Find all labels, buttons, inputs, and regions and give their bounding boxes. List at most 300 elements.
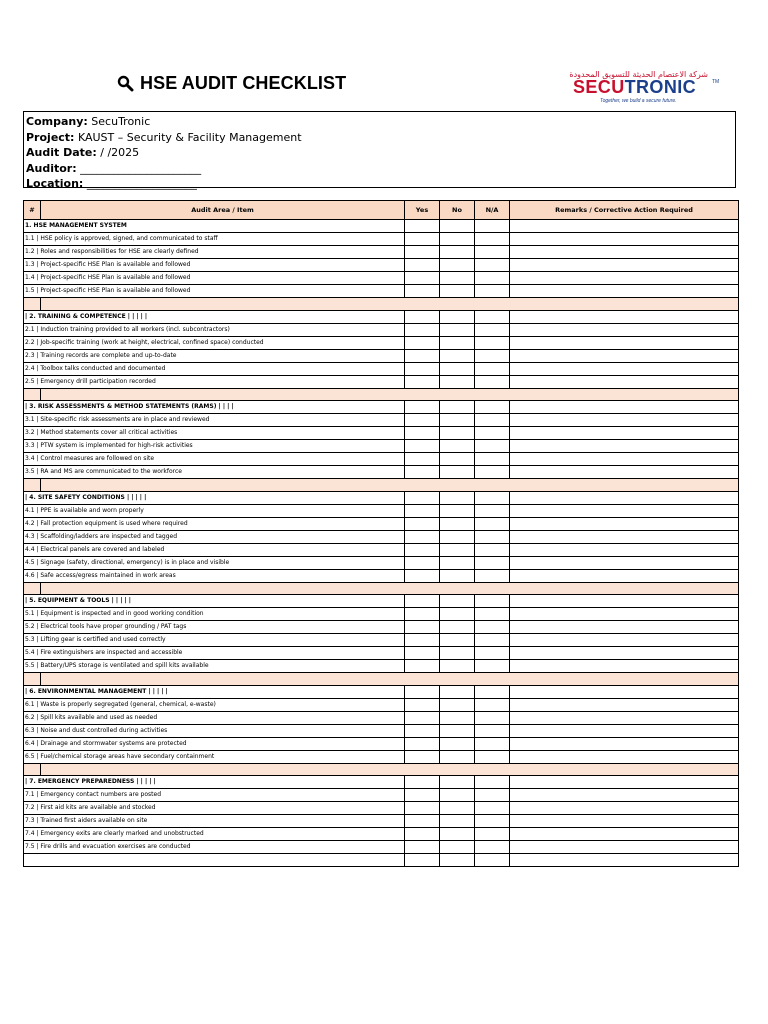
na-check-cell[interactable] [475, 621, 510, 634]
remarks-cell[interactable] [510, 220, 739, 233]
remarks-cell[interactable] [510, 737, 739, 750]
section-spacer-row [24, 763, 739, 776]
na-check-cell[interactable] [475, 789, 510, 802]
audit-item-text: 1.4 | Project-specific HSE Plan is available and followed [24, 272, 405, 285]
yes-check-cell[interactable] [405, 815, 440, 828]
logo-brand [573, 77, 696, 98]
remarks-cell[interactable] [510, 621, 739, 634]
no-check-cell[interactable] [440, 737, 475, 750]
no-check-cell[interactable] [440, 349, 475, 362]
yes-check-cell[interactable] [405, 776, 440, 789]
no-check-cell[interactable] [440, 685, 475, 698]
checklist-row [24, 323, 739, 336]
section-spacer-row [24, 388, 739, 401]
yes-check-cell[interactable] [405, 517, 440, 530]
company-label: Company: [26, 115, 88, 128]
checklist-row [24, 802, 739, 815]
checklist-row [24, 660, 739, 673]
remarks-cell[interactable] [510, 453, 739, 466]
audit-item-text: 7.3 | Trained first aiders available on site [24, 815, 405, 828]
remarks-cell[interactable] [510, 491, 739, 504]
logo-brand-blue: TRONIC [624, 77, 697, 97]
no-check-cell[interactable] [440, 220, 475, 233]
remarks-cell[interactable] [510, 375, 739, 388]
yes-check-cell[interactable] [405, 737, 440, 750]
no-check-cell[interactable] [440, 517, 475, 530]
checklist-row [24, 543, 739, 556]
yes-check-cell[interactable] [405, 660, 440, 673]
checklist-row [24, 349, 739, 362]
yes-check-cell[interactable] [405, 504, 440, 517]
remarks-cell[interactable] [510, 711, 739, 724]
yes-check-cell[interactable] [405, 466, 440, 479]
spacer-cell [41, 388, 739, 401]
remarks-cell[interactable] [510, 685, 739, 698]
audit-item-text: 4.5 | Signage (safety, directional, emergency) is in place and visible [24, 556, 405, 569]
remarks-cell[interactable] [510, 517, 739, 530]
na-check-cell[interactable] [475, 517, 510, 530]
na-check-cell[interactable] [475, 323, 510, 336]
no-check-cell[interactable] [440, 556, 475, 569]
yes-check-cell[interactable] [405, 453, 440, 466]
section-spacer-row [24, 298, 739, 311]
no-check-cell[interactable] [440, 789, 475, 802]
spacer-number-cell [24, 298, 41, 311]
section-spacer-row [24, 673, 739, 686]
na-check-cell[interactable] [475, 685, 510, 698]
no-check-cell[interactable] [440, 401, 475, 414]
na-check-cell[interactable] [475, 310, 510, 323]
na-check-cell[interactable] [475, 737, 510, 750]
audit-item-text: 4.1 | PPE is available and worn properly [24, 504, 405, 517]
no-check-cell[interactable] [440, 854, 475, 867]
remarks-cell[interactable] [510, 815, 739, 828]
na-check-cell[interactable] [475, 504, 510, 517]
yes-check-cell[interactable] [405, 401, 440, 414]
yes-check-cell[interactable] [405, 220, 440, 233]
no-check-cell[interactable] [440, 246, 475, 259]
section-heading-row [24, 401, 739, 414]
remarks-cell[interactable] [510, 854, 739, 867]
audit-item-text: 2.4 | Toolbox talks conducted and documented [24, 362, 405, 375]
na-check-cell[interactable] [475, 375, 510, 388]
remarks-cell[interactable] [510, 310, 739, 323]
audit-item-text: 3.5 | RA and MS are communicated to the workforce [24, 466, 405, 479]
remarks-cell[interactable] [510, 272, 739, 285]
yes-check-cell[interactable] [405, 750, 440, 763]
checklist-row [24, 634, 739, 647]
checklist-row [24, 854, 739, 867]
na-check-cell[interactable] [475, 556, 510, 569]
section-heading: | 5. EQUIPMENT & TOOLS | | | | | [24, 595, 405, 608]
audit-item-text: 7.4 | Emergency exits are clearly marked and unobstructed [24, 828, 405, 841]
remarks-cell[interactable] [510, 504, 739, 517]
yes-check-cell[interactable] [405, 440, 440, 453]
no-check-cell[interactable] [440, 711, 475, 724]
no-check-cell[interactable] [440, 815, 475, 828]
checklist-row [24, 750, 739, 763]
remarks-cell[interactable] [510, 349, 739, 362]
na-check-cell[interactable] [475, 259, 510, 272]
no-check-cell[interactable] [440, 375, 475, 388]
yes-check-cell[interactable] [405, 698, 440, 711]
yes-check-cell[interactable] [405, 556, 440, 569]
spacer-cell [41, 673, 739, 686]
na-check-cell[interactable] [475, 414, 510, 427]
no-check-cell[interactable] [440, 595, 475, 608]
no-check-cell[interactable] [440, 272, 475, 285]
no-check-cell[interactable] [440, 750, 475, 763]
remarks-cell[interactable] [510, 246, 739, 259]
audit-item-text [24, 854, 405, 867]
no-check-cell[interactable] [440, 233, 475, 246]
logo-trademark: TM [712, 79, 720, 85]
no-check-cell[interactable] [440, 802, 475, 815]
project-line [26, 130, 735, 146]
audit-item-text: 4.2 | Fall protection equipment is used where required [24, 517, 405, 530]
checklist-row [24, 841, 739, 854]
auditor-label: Auditor: [26, 161, 77, 175]
yes-check-cell[interactable] [405, 802, 440, 815]
yes-check-cell[interactable] [405, 543, 440, 556]
checklist-row [24, 466, 739, 479]
col-header-remarks: Remarks / Corrective Action Required [510, 201, 739, 220]
checklist-row [24, 569, 739, 582]
remarks-cell[interactable] [510, 569, 739, 582]
remarks-cell[interactable] [510, 362, 739, 375]
na-check-cell[interactable] [475, 530, 510, 543]
no-check-cell[interactable] [440, 647, 475, 660]
col-header-na: N/A [475, 201, 510, 220]
na-check-cell[interactable] [475, 543, 510, 556]
na-check-cell[interactable] [475, 608, 510, 621]
na-check-cell[interactable] [475, 349, 510, 362]
remarks-cell[interactable] [510, 802, 739, 815]
spacer-number-cell [24, 479, 41, 492]
logo-tagline: Together, we build a secure future. [600, 98, 677, 104]
checklist-row [24, 815, 739, 828]
na-check-cell[interactable] [475, 854, 510, 867]
na-check-cell[interactable] [475, 427, 510, 440]
no-check-cell[interactable] [440, 427, 475, 440]
audit-item-text: 1.1 | HSE policy is approved, signed, and communicated to staff [24, 233, 405, 246]
yes-check-cell[interactable] [405, 285, 440, 298]
table-header-row [24, 201, 739, 220]
remarks-cell[interactable] [510, 556, 739, 569]
yes-check-cell[interactable] [405, 362, 440, 375]
company-logo [569, 70, 722, 106]
no-check-cell[interactable] [440, 336, 475, 349]
audit-item-text: 7.1 | Emergency contact numbers are posted [24, 789, 405, 802]
yes-check-cell[interactable] [405, 272, 440, 285]
na-check-cell[interactable] [475, 336, 510, 349]
yes-check-cell[interactable] [405, 259, 440, 272]
no-check-cell[interactable] [440, 698, 475, 711]
na-check-cell[interactable] [475, 285, 510, 298]
remarks-cell[interactable] [510, 401, 739, 414]
spacer-number-cell [24, 673, 41, 686]
remarks-cell[interactable] [510, 647, 739, 660]
spacer-cell [41, 763, 739, 776]
audit-item-text: 4.6 | Safe access/egress maintained in work areas [24, 569, 405, 582]
yes-check-cell[interactable] [405, 828, 440, 841]
remarks-cell[interactable] [510, 466, 739, 479]
na-check-cell[interactable] [475, 750, 510, 763]
na-check-cell[interactable] [475, 491, 510, 504]
na-check-cell[interactable] [475, 440, 510, 453]
remarks-cell[interactable] [510, 530, 739, 543]
yes-check-cell[interactable] [405, 530, 440, 543]
no-check-cell[interactable] [440, 724, 475, 737]
no-check-cell[interactable] [440, 491, 475, 504]
remarks-cell[interactable] [510, 285, 739, 298]
remarks-cell[interactable] [510, 750, 739, 763]
na-check-cell[interactable] [475, 724, 510, 737]
yes-check-cell[interactable] [405, 349, 440, 362]
checklist-row [24, 789, 739, 802]
na-check-cell[interactable] [475, 815, 510, 828]
na-check-cell[interactable] [475, 569, 510, 582]
spacer-cell [41, 582, 739, 595]
project-label: Project: [26, 130, 75, 144]
location-line [26, 176, 735, 192]
na-check-cell[interactable] [475, 246, 510, 259]
location-field[interactable]: ____________________ [83, 177, 197, 190]
yes-check-cell[interactable] [405, 336, 440, 349]
yes-check-cell[interactable] [405, 310, 440, 323]
audit-item-text: 7.5 | Fire drills and evacuation exercises are conducted [24, 841, 405, 854]
page-title: HSE AUDIT CHECKLIST [140, 73, 347, 93]
remarks-cell[interactable] [510, 828, 739, 841]
no-check-cell[interactable] [440, 285, 475, 298]
yes-check-cell[interactable] [405, 685, 440, 698]
audit-info-box [23, 111, 736, 188]
no-check-cell[interactable] [440, 440, 475, 453]
na-check-cell[interactable] [475, 647, 510, 660]
logo-arabic-text: شركة الاعتصام الحديثة للتسويق المحدودة [569, 70, 708, 79]
auditor-field[interactable]: ______________________ [76, 161, 202, 175]
yes-check-cell[interactable] [405, 608, 440, 621]
na-check-cell[interactable] [475, 233, 510, 246]
magnifier-icon [117, 75, 134, 92]
no-check-cell[interactable] [440, 504, 475, 517]
yes-check-cell[interactable] [405, 246, 440, 259]
remarks-cell[interactable] [510, 259, 739, 272]
na-check-cell[interactable] [475, 362, 510, 375]
remarks-cell[interactable] [510, 336, 739, 349]
yes-check-cell[interactable] [405, 233, 440, 246]
auditor-line [26, 161, 735, 177]
section-heading: | 2. TRAINING & COMPETENCE | | | | | [24, 310, 405, 323]
no-check-cell[interactable] [440, 828, 475, 841]
checklist-row [24, 414, 739, 427]
no-check-cell[interactable] [440, 634, 475, 647]
checklist-row [24, 362, 739, 375]
no-check-cell[interactable] [440, 621, 475, 634]
na-check-cell[interactable] [475, 220, 510, 233]
checklist-row [24, 272, 739, 285]
audit-date-line [26, 145, 735, 161]
spacer-number-cell [24, 388, 41, 401]
remarks-cell[interactable] [510, 789, 739, 802]
yes-check-cell[interactable] [405, 789, 440, 802]
no-check-cell[interactable] [440, 323, 475, 336]
na-check-cell[interactable] [475, 453, 510, 466]
checklist-row [24, 259, 739, 272]
col-header-no: No [440, 201, 475, 220]
na-check-cell[interactable] [475, 776, 510, 789]
remarks-cell[interactable] [510, 841, 739, 854]
yes-check-cell[interactable] [405, 323, 440, 336]
audit-date-label: Audit Date: [26, 146, 97, 159]
checklist-row [24, 336, 739, 349]
section-heading: | 7. EMERGENCY PREPAREDNESS | | | | | [24, 776, 405, 789]
audit-item-text: 2.5 | Emergency drill participation recorded [24, 375, 405, 388]
no-check-cell[interactable] [440, 362, 475, 375]
audit-item-text: 6.1 | Waste is properly segregated (general, chemical, e-waste) [24, 698, 405, 711]
no-check-cell[interactable] [440, 453, 475, 466]
yes-check-cell[interactable] [405, 711, 440, 724]
yes-check-cell[interactable] [405, 841, 440, 854]
yes-check-cell[interactable] [405, 427, 440, 440]
checklist-row [24, 440, 739, 453]
spacer-cell [41, 298, 739, 311]
na-check-cell[interactable] [475, 466, 510, 479]
audit-item-text: 5.2 | Electrical tools have proper grounding / PAT tags [24, 621, 405, 634]
audit-item-text: 3.4 | Control measures are followed on site [24, 453, 405, 466]
audit-item-text: 2.2 | Job-specific training (work at height, electrical, confined space) conducted [24, 336, 405, 349]
yes-check-cell[interactable] [405, 854, 440, 867]
na-check-cell[interactable] [475, 595, 510, 608]
remarks-cell[interactable] [510, 724, 739, 737]
remarks-cell[interactable] [510, 698, 739, 711]
remarks-cell[interactable] [510, 608, 739, 621]
checklist-row [24, 530, 739, 543]
no-check-cell[interactable] [440, 259, 475, 272]
checklist-row [24, 711, 739, 724]
yes-check-cell[interactable] [405, 375, 440, 388]
na-check-cell[interactable] [475, 634, 510, 647]
audit-item-text: 2.1 | Induction training provided to all workers (incl. subcontractors) [24, 323, 405, 336]
yes-check-cell[interactable] [405, 647, 440, 660]
checklist-row [24, 285, 739, 298]
checklist-row [24, 828, 739, 841]
yes-check-cell[interactable] [405, 621, 440, 634]
spacer-cell [41, 479, 739, 492]
na-check-cell[interactable] [475, 660, 510, 673]
audit-item-text: 1.2 | Roles and responsibilities for HSE are clearly defined [24, 246, 405, 259]
company-value[interactable]: SecuTronic [87, 115, 151, 128]
yes-check-cell[interactable] [405, 595, 440, 608]
remarks-cell[interactable] [510, 595, 739, 608]
audit-item-text: 6.4 | Drainage and stormwater systems are protected [24, 737, 405, 750]
remarks-cell[interactable] [510, 543, 739, 556]
yes-check-cell[interactable] [405, 491, 440, 504]
checklist-row [24, 517, 739, 530]
spacer-number-cell [24, 763, 41, 776]
project-value[interactable]: KAUST – Security & Facility Management [74, 130, 302, 144]
na-check-cell[interactable] [475, 841, 510, 854]
audit-item-text: 4.4 | Electrical panels are covered and labeled [24, 543, 405, 556]
checklist-row [24, 647, 739, 660]
audit-item-text: 2.3 | Training records are complete and up-to-date [24, 349, 405, 362]
audit-date-value[interactable]: / /2025 [96, 146, 140, 159]
no-check-cell[interactable] [440, 776, 475, 789]
yes-check-cell[interactable] [405, 414, 440, 427]
spacer-number-cell [24, 582, 41, 595]
no-check-cell[interactable] [440, 608, 475, 621]
audit-item-text: 1.3 | Project-specific HSE Plan is available and followed [24, 259, 405, 272]
section-heading-row [24, 220, 739, 233]
remarks-cell[interactable] [510, 776, 739, 789]
na-check-cell[interactable] [475, 401, 510, 414]
audit-item-text: 6.2 | Spill kits available and used as needed [24, 711, 405, 724]
section-heading-row [24, 491, 739, 504]
no-check-cell[interactable] [440, 414, 475, 427]
col-header-yes: Yes [405, 201, 440, 220]
checklist-row [24, 427, 739, 440]
audit-item-text: 5.5 | Battery/UPS storage is ventilated and spill kits available [24, 660, 405, 673]
section-heading-row [24, 310, 739, 323]
no-check-cell[interactable] [440, 530, 475, 543]
checklist-row [24, 698, 739, 711]
remarks-cell[interactable] [510, 233, 739, 246]
checklist-row [24, 724, 739, 737]
remarks-cell[interactable] [510, 634, 739, 647]
section-spacer-row [24, 582, 739, 595]
no-check-cell[interactable] [440, 466, 475, 479]
location-label: Location: [26, 177, 84, 190]
audit-item-text: 5.1 | Equipment is inspected and in good working condition [24, 608, 405, 621]
audit-item-text: 3.2 | Method statements cover all critical activities [24, 427, 405, 440]
na-check-cell[interactable] [475, 272, 510, 285]
no-check-cell[interactable] [440, 841, 475, 854]
checklist-row [24, 453, 739, 466]
audit-item-text: 5.4 | Fire extinguishers are inspected and accessible [24, 647, 405, 660]
na-check-cell[interactable] [475, 828, 510, 841]
checklist-row [24, 233, 739, 246]
remarks-cell[interactable] [510, 427, 739, 440]
audit-item-text: 6.3 | Noise and dust controlled during activities [24, 724, 405, 737]
no-check-cell[interactable] [440, 543, 475, 556]
no-check-cell[interactable] [440, 310, 475, 323]
title-block [117, 73, 346, 94]
na-check-cell[interactable] [475, 711, 510, 724]
remarks-cell[interactable] [510, 660, 739, 673]
remarks-cell[interactable] [510, 414, 739, 427]
checklist-row [24, 375, 739, 388]
yes-check-cell[interactable] [405, 634, 440, 647]
section-heading-row [24, 595, 739, 608]
section-heading-row [24, 776, 739, 789]
checklist-row [24, 556, 739, 569]
yes-check-cell[interactable] [405, 569, 440, 582]
section-heading: | 4. SITE SAFETY CONDITIONS | | | | | [24, 491, 405, 504]
remarks-cell[interactable] [510, 440, 739, 453]
col-header-number: # [24, 201, 41, 220]
na-check-cell[interactable] [475, 802, 510, 815]
na-check-cell[interactable] [475, 698, 510, 711]
yes-check-cell[interactable] [405, 724, 440, 737]
audit-item-text: 1.5 | Project-specific HSE Plan is available and followed [24, 285, 405, 298]
remarks-cell[interactable] [510, 323, 739, 336]
audit-item-text: 7.2 | First aid kits are available and stocked [24, 802, 405, 815]
section-heading: | 6. ENVIRONMENTAL MANAGEMENT | | | | | [24, 685, 405, 698]
section-heading: 1. HSE MANAGEMENT SYSTEM [24, 220, 405, 233]
section-heading-row [24, 685, 739, 698]
no-check-cell[interactable] [440, 569, 475, 582]
no-check-cell[interactable] [440, 660, 475, 673]
